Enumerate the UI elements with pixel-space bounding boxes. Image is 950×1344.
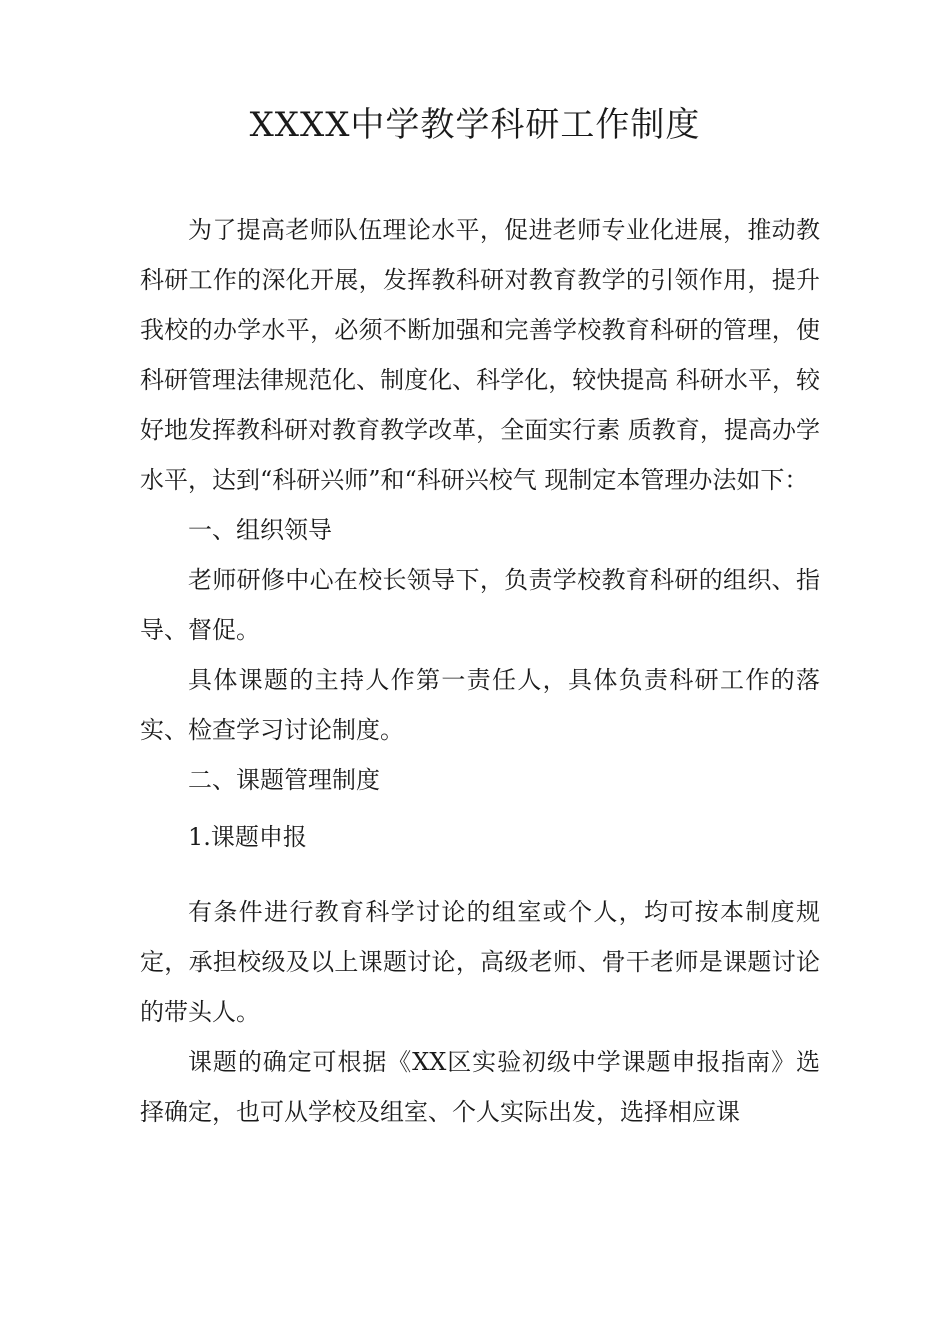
intro-paragraph: 为了提高老师队伍理论水平，促进老师专业化进展，推动教科研工作的深化开展，发挥教科研对教育教学的引领作用，提升我校的办学水平，必须不断加强和完善学校教育科研的管理，使科研管理法律规范化、制度化、科学化，较快提高 科研水平，较好地发挥教科研对教育教学改革，全面实行素 质教育，提高办学水平，达到“科研兴师”和“科研兴校气 现制定本管理办法如下： bbox=[140, 216, 820, 494]
organization-paragraph-1: 老师研修中心在校长领导下，负责学校教育科研的组织、指导、督促。 bbox=[140, 566, 820, 644]
document-body bbox=[140, 205, 820, 1137]
topic-paragraph-2: 课题的确定可根据《XX区实验初级中学课题申报指南》选择确定，也可从学校及组室、个人实际出发，选择相应课 bbox=[140, 1048, 820, 1126]
subsection-heading-topic-application: 1.课题申报 bbox=[188, 823, 307, 851]
section-heading-topic-management: 二、课题管理制度 bbox=[188, 766, 380, 794]
topic-paragraph-1: 有条件进行教育科学讨论的组室或个人，均可按本制度规定，承担校级及以上课题讨论，高级老师、骨干老师是课题讨论的带头人。 bbox=[140, 898, 820, 1026]
spacer bbox=[140, 862, 820, 887]
spacer bbox=[140, 805, 820, 812]
organization-paragraph-2: 具体课题的主持人作第一责任人，具体负责科研工作的落实、检查学习讨论制度。 bbox=[140, 666, 820, 744]
document-title: XXXX中学教学科研工作制度 bbox=[249, 105, 701, 145]
section-heading-organization: 一、组织领导 bbox=[188, 516, 332, 544]
